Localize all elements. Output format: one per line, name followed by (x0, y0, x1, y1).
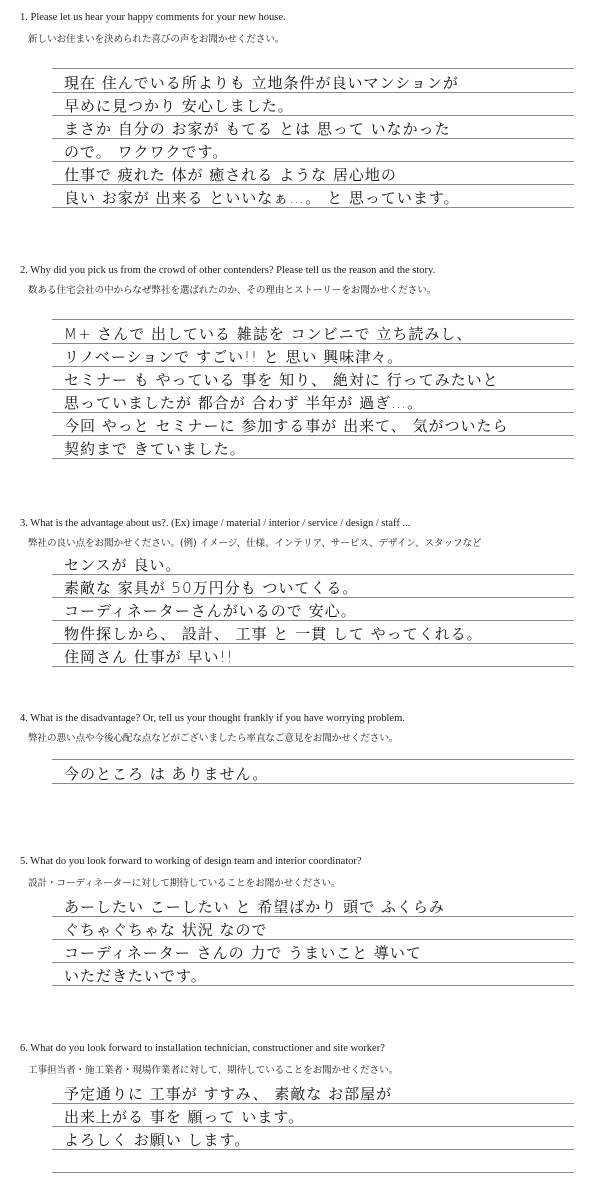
answer-line: コーディネーター さんの 力で うまいこと 導いて (64, 944, 422, 962)
answer-line: 思っていましたが 都合が 合わず 半年が 過ぎ…。 (64, 394, 424, 412)
answer-line: 今のところ は ありません。 (64, 765, 269, 783)
answer-line: 住岡さん 仕事が 早い!! (64, 648, 234, 666)
answer-line: いただきたいです。 (64, 967, 207, 985)
answer-line: M+ さんで 出している 雑誌を コンビニで 立ち読みし、 (64, 325, 473, 343)
answer-line: 早めに見つかり 安心しました。 (64, 97, 294, 115)
answer-line: リノベーションで すごい!! と 思い 興味津々。 (64, 348, 404, 366)
answer-line: コーディネーターさんがいるので 安心。 (64, 602, 357, 620)
answer-line: ので。 ワクワクです。 (64, 143, 229, 161)
answer-line: あーしたい こーしたい と 希望ばかり 頭で ふくらみ (64, 898, 445, 916)
answer-line: ぐちゃぐちゃな 状況 なので (64, 921, 268, 939)
answer-line: 現在 住んでいる所よりも 立地条件が良いマンションが (64, 74, 459, 92)
question-1-japanese: 新しいお住まいを決められた喜びの声をお聞かせください。 (28, 34, 285, 45)
answer-line: 今回 やっと セミナーに 参加する事が 出来て、 気がついたら (64, 417, 509, 435)
answer-line: 予定通りに 工事が すすみ、 素敵な お部屋が (64, 1085, 393, 1103)
answer-line: 契約まで きていました。 (64, 440, 246, 458)
question-6-japanese: 工事担当者・施工業者・現場作業者に対して、期待していることをお聞かせください。 (28, 1065, 399, 1076)
question-6-english: 6. What do you look forward to installation technician, constructioner and site worker? (20, 1043, 385, 1054)
question-5-english: 5. What do you look forward to working of design team and interior coordinator? (20, 856, 362, 867)
question-1-english: 1. Please let us hear your happy comments for your new house. (20, 12, 286, 23)
question-2-english: 2. Why did you pick us from the crowd of other contenders? Please tell us the reason and the story. (20, 265, 436, 276)
answer-line: セミナー も やっている 事を 知り、 絶対に 行ってみたいと (64, 371, 499, 389)
question-5-japanese: 設計・コーディネーターに対して期待していることをお聞かせください。 (28, 878, 341, 889)
question-3-english: 3. What is the advantage about us?. (Ex) image / material / interior / service / design / staff ... (20, 518, 411, 529)
answer-line: センスが 良い。 (64, 556, 182, 574)
answer-line: 仕事で 疲れた 体が 癒される ような 居心地の (64, 166, 397, 184)
answer-line: よろしく お願い します。 (64, 1131, 251, 1149)
answer-line: 良い お家が 出来る といいなぁ…。 と 思っています。 (64, 189, 460, 207)
answer-line: 出来上がる 事を 願って います。 (64, 1108, 305, 1126)
answer-line: 素敵な 家具が 50万円分も ついてくる。 (64, 579, 359, 597)
question-4-japanese: 弊社の悪い点や今後心配な点などがございましたら率直なご意見をお聞かせください。 (28, 733, 399, 744)
question-4-english: 4. What is the disadvantage? Or, tell us your thought frankly if you have worrying problem. (20, 713, 405, 724)
answer-line: 物件探しから、 設計、 工事 と 一貫 して やってくれる。 (64, 625, 483, 643)
answer-line: まさか 自分の お家が もてる とは 思って いなかった (64, 120, 451, 138)
question-2-japanese: 数ある住宅会社の中からなぜ弊社を選ばれたのか、その理由とストーリーをお聞かせください。 (28, 285, 437, 296)
question-3-japanese: 弊社の良い点をお聞かせください。(例) イメージ、仕様、インテリア、サービス、デザイン、スタッフなど (28, 538, 482, 549)
